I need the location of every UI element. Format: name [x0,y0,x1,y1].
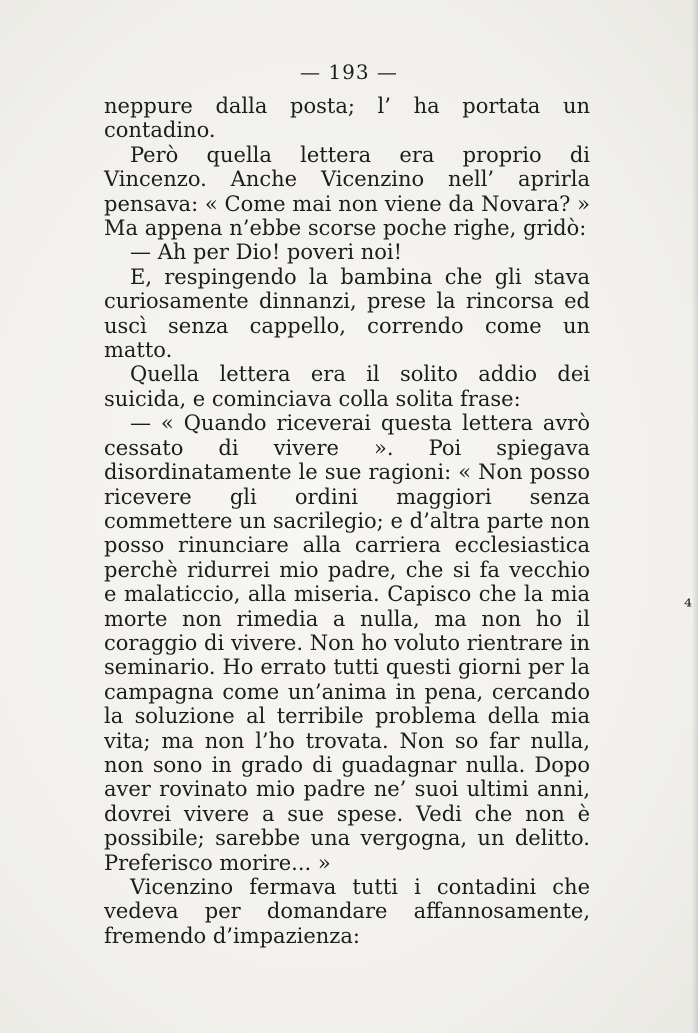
paragraph-1: neppure dalla posta; l’ ha portata un contadino. [104,94,590,143]
margin-mark-icon: ⁴ [684,594,693,618]
paragraph-5: Quella lettera era il solito addio dei suicida, e cominciava colla solita frase: [104,362,590,411]
paragraph-6: — « Quando riceverai questa lettera avrò cessato di vivere ». Poi spiegava disordinatamente le sue ragioni: « Non posso ricevere gli ordini maggiori senza commettere un sacrilegio; e d’altra parte non posso rinunciare alla carriera ecclesiastica perchè ridurrei mio padre, che si fa vecchio e malaticcio, alla miseria. Capisco che la mia morte non rimedia a nulla, ma non ho il coraggio di vivere. Non ho voluto rientrare in seminario. Ho errato tutti questi giorni per la campagna come un’anima in pena, cercando la soluzione al terribile problema della mia vita; ma non l’ho trovata. Non so far nulla, non sono in grado di guadagnar nulla. Dopo aver rovinato mio padre ne’ suoi ultimi anni, dovrei vivere a sue spese. Vedi che non è possibile; sarebbe una vergogna, un delitto. Preferisco morire... » [104,411,590,875]
paragraph-2: Però quella lettera era proprio di Vincenzo. Anche Vicenzino nell’ aprirla pensava: « Come mai non viene da Novara? » Ma appena n’ebbe scorse poche righe, gridò: [104,142,590,241]
paragraph-4: E, respingendo la bambina che gli stava curiosamente dinnanzi, prese la rincorsa ed uscì senza cappello, correndo come un matto. [104,264,590,363]
paragraph-3: — Ah per Dio! poveri noi! [130,240,403,265]
paragraph-7: Vicenzino fermava tutti i contadini che vedeva per domandare affannosamente, fremendo d’impazienza: [104,875,590,948]
page-edge-shadow [692,0,698,1033]
page-number: — 193 — [300,60,398,84]
body-text [104,94,590,948]
